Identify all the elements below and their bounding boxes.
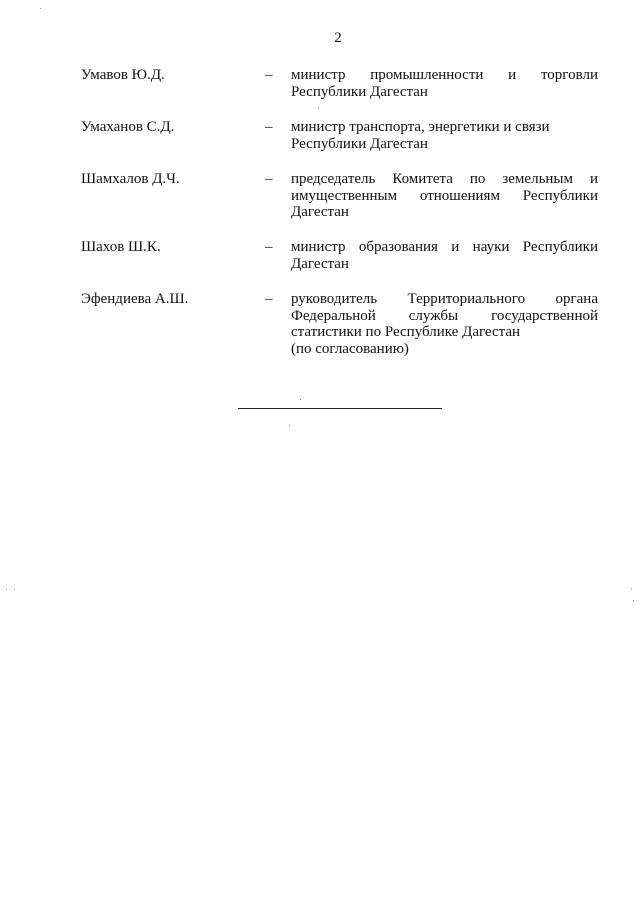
role-line: статистики по Республике Дагестан: [291, 324, 521, 340]
member-name: Эфендиева А.Ш.: [81, 291, 189, 307]
page-number: 2: [334, 30, 342, 46]
scan-speck: [289, 425, 290, 426]
role-line: (по согласованию): [291, 340, 409, 357]
role-line: Дагестан: [291, 255, 349, 272]
role-line: министр промышленности и торговли: [291, 67, 598, 83]
member-name: Умавов Ю.Д.: [81, 67, 165, 83]
closing-rule: [238, 408, 442, 409]
scan-speck: [300, 399, 301, 400]
member-dash: –: [265, 119, 273, 135]
member-name: Умаханов С.Д.: [81, 119, 175, 135]
role-line: министр образования и науки Республики: [291, 239, 598, 255]
member-role: [291, 67, 598, 100]
scan-speck: [631, 588, 632, 589]
scan-speck: [318, 107, 319, 108]
member-role: [291, 291, 598, 357]
role-line: руководитель Территориального органа: [291, 291, 598, 307]
member-name: Шамхалов Д.Ч.: [81, 171, 180, 187]
scan-speck: [14, 589, 15, 590]
member-dash: –: [265, 171, 273, 187]
role-line: Республики Дагестан: [291, 83, 428, 100]
scan-speck: [633, 600, 634, 601]
scan-speck: [40, 8, 41, 9]
role-line: Республики Дагестан: [291, 135, 428, 152]
role-line: Федеральной службы государственной: [291, 307, 598, 324]
member-dash: –: [265, 67, 273, 83]
member-dash: –: [265, 291, 273, 307]
role-line: Дагестан: [291, 204, 349, 220]
member-dash: –: [265, 239, 273, 255]
member-role: [291, 171, 598, 221]
role-line: имущественным отношениям Республики: [291, 187, 598, 204]
scan-speck: [6, 589, 7, 590]
member-role: [291, 119, 598, 152]
role-line: министр транспорта, энергетики и связи: [291, 119, 550, 135]
role-line: председатель Комитета по земельным и: [291, 171, 598, 187]
member-role: [291, 239, 598, 272]
member-name: Шахов Ш.К.: [81, 239, 161, 255]
